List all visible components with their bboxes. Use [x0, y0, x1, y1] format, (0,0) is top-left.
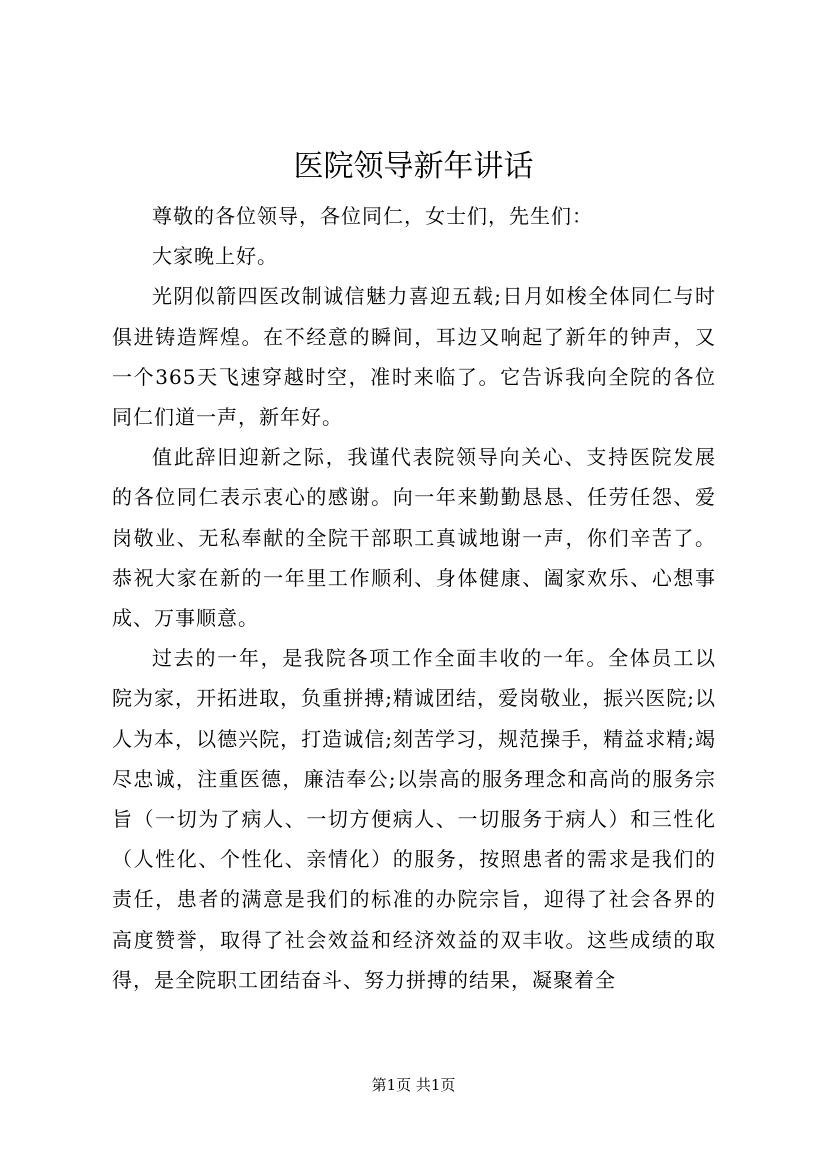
page-footer: 第1页 共1页: [371, 1076, 456, 1094]
salutation-paragraph: 大家晚上好。: [152, 244, 278, 269]
body-paragraph: 值此辞旧迎新之际，我谨代表院领导向关心、支持医院发展的各位同仁表示衷心的感谢。向一年来勤勤恳恳、任劳任怨、爱岗敬业、无私奉献的全院干部职工真诚地谢一声，你们辛苦了。恭祝大家在新的一年里工作顺利、身体健康、阖家欢乐、心想事成、万事顺意。: [112, 445, 716, 631]
body-paragraph: 过去的一年，是我院各项工作全面丰收的一年。全体员工以院为家，开拓进取，负重拼搏;精诚团结，爱岗敬业，振兴医院;以人为本，以德兴院，打造诚信;刻苦学习，规范操手，精益求精;竭尽忠诚，注重医德，廉洁奉公;以崇高的服务理念和高尚的服务宗旨（一切为了病人、一切方便病人、一切服务于病人）和三性化（人性化、个性化、亲情化）的服务，按照患者的需求是我们的责任，患者的满意是我们的标准的办院宗旨，迎得了社会各界的高度赞誉，取得了社会效益和经济效益的双丰收。这些成绩的取得，是全院职工团结奋斗、努力拼搏的结果，凝聚着全: [112, 646, 716, 992]
document-body: [112, 196, 716, 1000]
greeting-paragraph: 尊敬的各位领导，各位同仁，女士们，先生们：: [152, 204, 593, 228]
document-title: 医院领导新年讲话: [293, 149, 534, 184]
body-paragraph: 光阴似箭四医改制诚信魅力喜迎五载;日月如梭全体同仁与时俱进铸造辉煌。在不经意的瞬间，耳边又响起了新年的钟声，又一个365天飞速穿越时空，准时来临了。它告诉我向全院的各位同仁们道一声，新年好。: [112, 284, 716, 430]
